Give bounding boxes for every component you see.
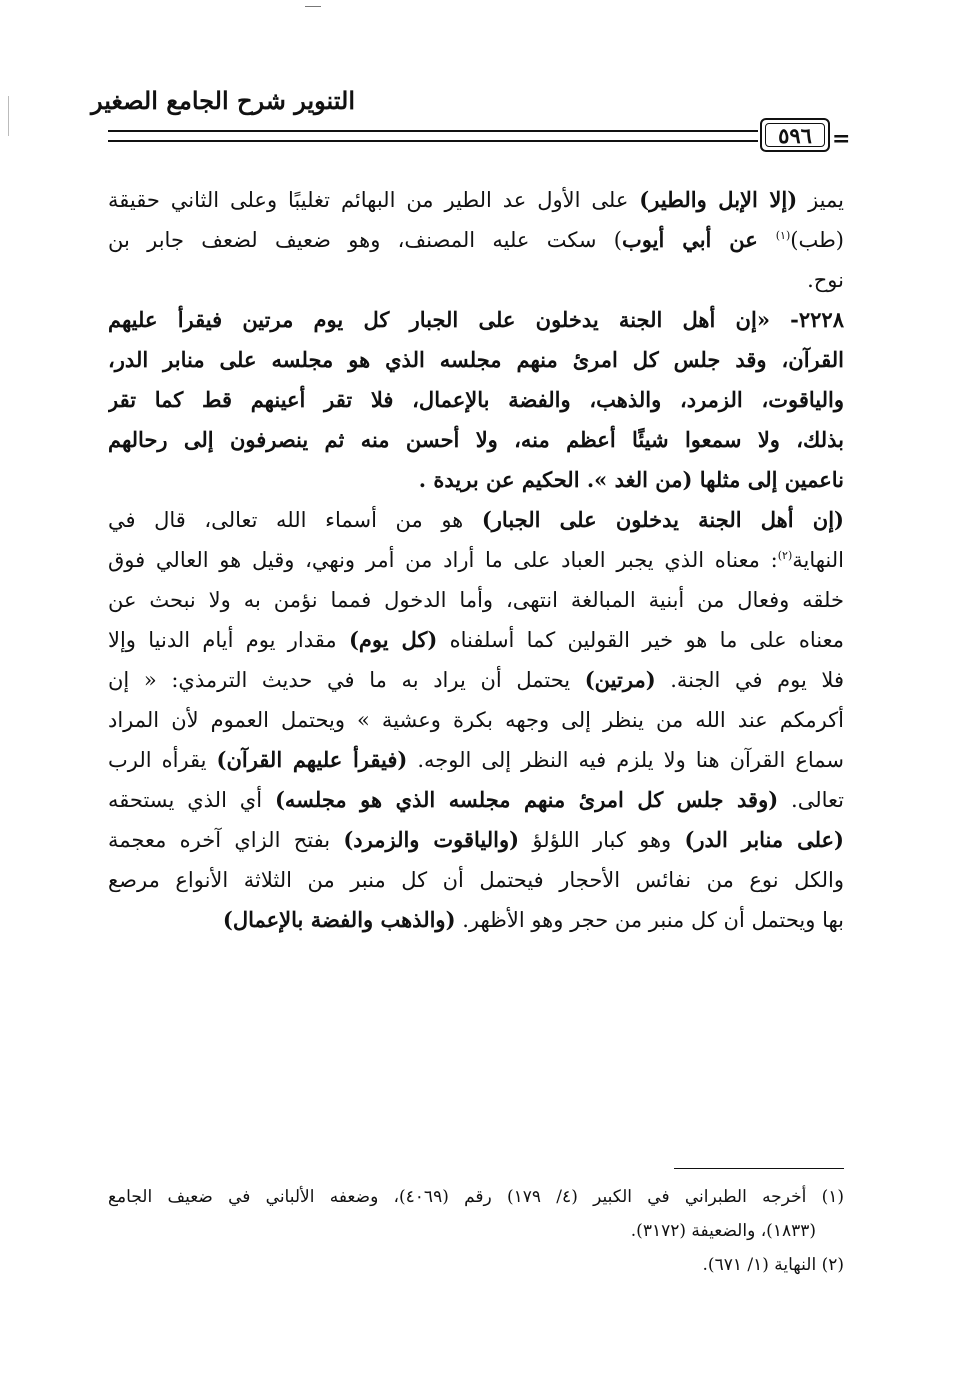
header-marker: = bbox=[832, 126, 851, 152]
text-segment: بها ويحتمل أن كل منبر من حجر وهو الأظهر. bbox=[455, 908, 844, 932]
text-segment: تعالى. bbox=[778, 788, 844, 812]
text-line bbox=[108, 180, 844, 220]
text-segment: هو من أسماء الله تعالى، قال في bbox=[108, 508, 482, 532]
text-segment: يميز bbox=[797, 188, 844, 212]
text-segment: والكل نوع من نفائس الأحجار فيحتمل أن كل منبر من الثلاثة الأنواع مرصع bbox=[108, 868, 844, 892]
text-line bbox=[108, 700, 844, 740]
text-segment: أكرمكم عند الله من ينظر إلى وجهه بكرة وعشية » ويحتمل العموم لأن المراد bbox=[108, 708, 844, 732]
text-line bbox=[108, 420, 844, 460]
footnotes bbox=[108, 1180, 844, 1282]
text-line bbox=[108, 380, 844, 420]
bold-text: والياقوت، الزمرد، والذهب، والفضة بالإعمال، فلا تقر أعينهم قط كما تقر bbox=[108, 387, 844, 412]
text-line bbox=[108, 740, 844, 780]
text-line bbox=[108, 900, 844, 940]
text-segment: يحتمل أن يراد به ما في حديث الترمذي: « إن bbox=[108, 668, 585, 692]
text-segment: ) سكت عليه المصنف، وهو ضعيف لضعف جابر بن bbox=[108, 228, 622, 252]
bold-text: (مرتين) bbox=[584, 667, 656, 692]
text-segment: النهاية bbox=[792, 548, 844, 572]
footnote-1-continued: (١٨٣٣)، والضعيفة (٣١٧٢). bbox=[630, 1221, 816, 1241]
text-segment: مقدار يوم أيام الدنيا وإلا bbox=[108, 628, 349, 652]
bold-text: (وقد جلس كل امرئ منهم مجلسه الذي هو مجلسه) bbox=[274, 787, 779, 812]
bold-text: (كل يوم) bbox=[348, 627, 438, 652]
text-line bbox=[108, 260, 844, 300]
text-line bbox=[108, 620, 844, 660]
footnote-2: (٢) النهاية (١/ ٦٧١). bbox=[702, 1255, 844, 1275]
bold-text: عن أبي أيوب bbox=[622, 227, 776, 252]
text-segment: بفتح الزاي آخره معجمة bbox=[108, 828, 344, 852]
text-segment: (طب) bbox=[790, 228, 844, 252]
text-segment: نوح. bbox=[807, 268, 844, 292]
footnote-ref: (٢) bbox=[777, 549, 793, 562]
scan-edge bbox=[8, 96, 9, 136]
footnote-ref: (١) bbox=[775, 229, 791, 242]
text-line bbox=[108, 820, 844, 860]
text-segment: معناه على ما هو خير القولين كما أسلفناه bbox=[437, 628, 844, 652]
text-line bbox=[108, 580, 844, 620]
text-segment: : معناه الذي يجبر العباد على ما أراد من أمر ونهي، وقيل هو العالي فوق bbox=[108, 548, 778, 572]
text-line bbox=[108, 340, 844, 380]
bold-text: ناعمين إلى مثلها (من الغد ». الحكيم عن بريدة . bbox=[418, 467, 844, 492]
text-segment: سماع القرآن هنا ولا يلزم فيه النظر إلى الوجه. bbox=[407, 748, 844, 772]
text-segment: فلا يوم في الجنة. bbox=[655, 668, 844, 692]
bold-text: بذلك، ولا سمعوا شيئًا أعظم منه، ولا أحسن منه ثم ينصرفون إلى رحالهم bbox=[108, 427, 844, 452]
footnote-separator bbox=[674, 1168, 844, 1169]
text-segment: على الأول عد الطير من البهائم تغليبًا وعلى الثاني حقيقة bbox=[108, 188, 640, 212]
bold-text: القرآن، وقد جلس كل امرئ منهم مجلسه الذي هو مجلسه على منابر الدر، bbox=[108, 347, 844, 372]
text-line bbox=[108, 500, 844, 540]
text-segment: وهو كبار اللؤلؤ bbox=[519, 828, 685, 852]
bold-text: (والذهب والفضة بالإعمال) bbox=[222, 907, 456, 932]
text-line bbox=[108, 300, 844, 340]
bold-text: (فيقرأ عليهم القرآن) bbox=[216, 747, 408, 772]
page-number: ٥٩٦ bbox=[778, 122, 812, 148]
text-segment: أي الذي يستحقه bbox=[108, 788, 275, 812]
text-line bbox=[108, 660, 844, 700]
text-segment: خلقه وفعال من أبنية المبالغة انتهى، وأما الدخول فمما نؤمن به ولا نبحث عن bbox=[108, 588, 844, 612]
text-line bbox=[108, 460, 844, 500]
bold-text: (إلا الإبل والطير) bbox=[639, 187, 798, 212]
bold-text: (إن أهل الجنة يدخلون على الجبار) bbox=[481, 507, 844, 532]
running-title: التنوير شرح الجامع الصغير bbox=[91, 86, 355, 115]
bold-text: (على منابر الدر) bbox=[684, 827, 844, 852]
page-number-badge bbox=[760, 118, 830, 152]
header-rule bbox=[108, 130, 758, 142]
text-line bbox=[108, 220, 844, 260]
scan-mark bbox=[305, 6, 321, 7]
text-line bbox=[108, 780, 844, 820]
bold-text: (والياقوت والزمرد) bbox=[343, 827, 520, 852]
footnote-1: (١) أخرجه الطبراني في الكبير (٤/ ١٧٩) رقم (٤٠٦٩)، وضعفه الألباني في ضعيف الجامع bbox=[108, 1187, 844, 1207]
text-segment: يقرأه الرب bbox=[108, 748, 217, 772]
text-line bbox=[108, 860, 844, 900]
text-line bbox=[108, 540, 844, 580]
bold-text: ٢٢٢٨- «إن أهل الجنة يدخلون على الجبار كل يوم مرتين فيقرأ عليهم bbox=[108, 307, 844, 332]
main-text bbox=[108, 180, 844, 940]
